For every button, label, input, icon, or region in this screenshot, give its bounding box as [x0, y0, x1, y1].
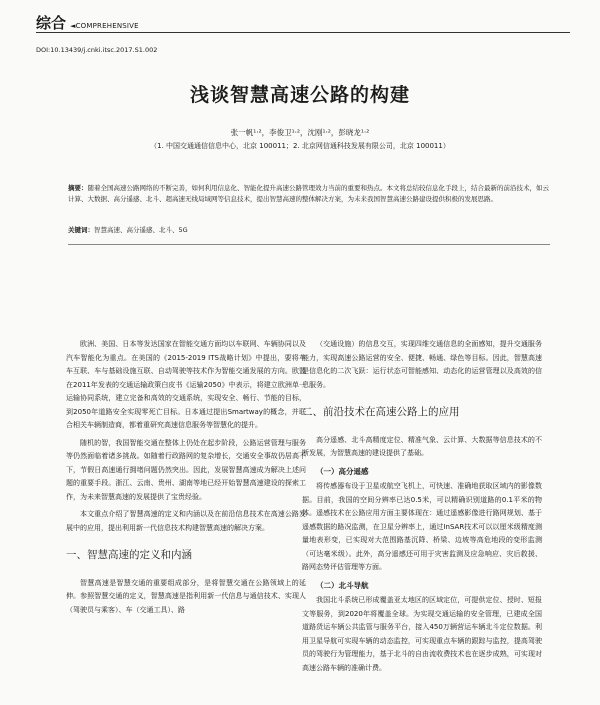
keywords-label: 关键词：: [68, 226, 94, 234]
section-label-en: ◄COMPREHENSIVE: [70, 22, 139, 30]
subsection-heading: （二）北斗导航: [316, 580, 369, 590]
right-column: [302, 338, 542, 679]
section-heading: 二、前沿技术在高速公路上的应用: [302, 406, 460, 418]
paragraph: 本文重点介绍了智慧高速的定义和内涵以及在前沿信息技术在高速公路发展中的应用，提出利用新一代信息技术构建智慧高速的解决方案。: [66, 510, 306, 532]
affiliation: （1. 中国交通通信信息中心，北京 100011；2. 北京网信通科技发展有限公司，北京 100011）: [150, 142, 450, 150]
paper-title: 浅谈智慧高速公路的构建: [189, 84, 410, 106]
paragraph: 将传感器布设于卫星或航空飞机上，可快速、准确地获取区域内的影像数据。目前，我国的空间分辨率已达0.5米，可以精确识别道路的0.1平米的物体。遥感技术在公路应用方面主要体现在：通过遥感影像进行路网规划、基于遥感数据的路况监测，在卫星分辨率上，通过InSAR技术可以以厘米级精度测量地表形变，已实现对大范围路基沉降、桥梁、边坡等高危地段的变形监测（可达毫米级）。此外，高分遥感还可用于灾害监测及应急响应、灾后救援、路网态势评估管理等方面。: [302, 482, 542, 571]
left-column: [66, 338, 306, 621]
abstract-divider: [68, 244, 550, 245]
section-header: [36, 12, 139, 33]
keywords-text: 智慧高速、高分遥感、北斗、5G: [94, 226, 188, 234]
paragraph: 欧洲、美国、日本等发达国家在智能交通方面均以车联网、车辆协同以及汽车智能化为重点。在美国的《2015-2019 ITS战略计划》中提出，要将车车互联、车与基础设施互联、自动驾驶等技术作为智能交通发展的方向。欧盟在2011年发表的交通运输政策白皮书《运输2050》中表示，将建立欧洲单一运输协同系统，建立完备和高效的交通系统，实现安全、畅行、节能的目标，到2050年道路安全实现零死亡目标。日本通过提出Smartway的概念，并联合相关车辆制造商，都着重研究高速信息服务等智慧化的提升。: [66, 340, 306, 429]
paragraph: （交通设施）的信息交互，实现四维交通信息的全面感知，提升交通服务能力，实现高速公路运营的安全、便捷、畅通、绿色等目标。因此，智慧高速是信息化的二次飞跃：运行状态可智能感知、动态化的运营管理以及高效的信息服务。: [302, 340, 542, 389]
subsection-heading: （一）高分遥感: [316, 466, 369, 476]
section-label-zh: 综合: [36, 14, 67, 32]
paragraph: 随机的智，我国智能交通在整体上仍处在起步阶段，公路运营管理与服务等仍然面临着诸多挑战。如随着行政路网的复杂增长，交通安全事故仍居高不下，节假日高速通行拥堵问题仍然突出。因此，发展智慧高速成为解决上述问题的重要手段。浙江、云南、贵州、湖南等地已经开始智慧高速建设的探索工作，为未来智慧高速的发展提供了宝贵经验。: [66, 438, 306, 501]
abstract-text: 随着全国高速公路网络的不断完善，如何利用信息化、智能化提升高速公路管理效力当前的重要和热点。本文将总结较信息化手段上，结合最新的前沿技术，如云计算、大数据、高分遥感、北斗、超高速无线局域网等信息技术，提出智慧高速的整体解决方案，为未来我国智慧高速公路建设提供积极的发展思路。: [68, 184, 549, 203]
doi: DOI:10.13439/j.cnki.itsc.2017.S1.002: [36, 46, 158, 54]
authors: 张一帆¹·²，李俊卫¹·²，沈刚¹·²，彭晓龙¹·²: [230, 128, 370, 137]
paragraph: 智慧高速是智慧交通的重要组成部分，是将智慧交通在公路领域上的延伸。参照智慧交通的定义，智慧高速是指利用新一代信息与通信技术、实现人（驾驶员与乘客）、车（交通工具）、路: [66, 578, 306, 614]
section-heading: 一、智慧高速的定义和内涵: [66, 549, 192, 561]
abstract-label: 摘要：: [68, 184, 88, 192]
paragraph: 我国北斗系统已形成覆盖亚太地区的区域定位，可提供定位、授时、短报文等服务，到2020年将覆盖全球。为实现交通运输的安全管理，已建成全国道路货运车辆公共监管与服务平台，接入450万辆营运车辆北斗定位数据。利用卫星导航可实现车辆的动态监控，可实现重点车辆的跟踪与监控，提高驾驶员的驾驶行为管理能力，基于北斗的自由流收费技术也在逐步成熟，可实现对高速公路车辆的准确计费。: [302, 596, 542, 672]
paragraph: 高分遥感、北斗高精度定位、精准气象、云计算、大数据等信息技术的不断发展，为智慧高速的建设提供了基础。: [302, 435, 542, 457]
abstract: [68, 183, 550, 205]
keywords: [68, 225, 550, 234]
header-rule: [36, 32, 570, 33]
